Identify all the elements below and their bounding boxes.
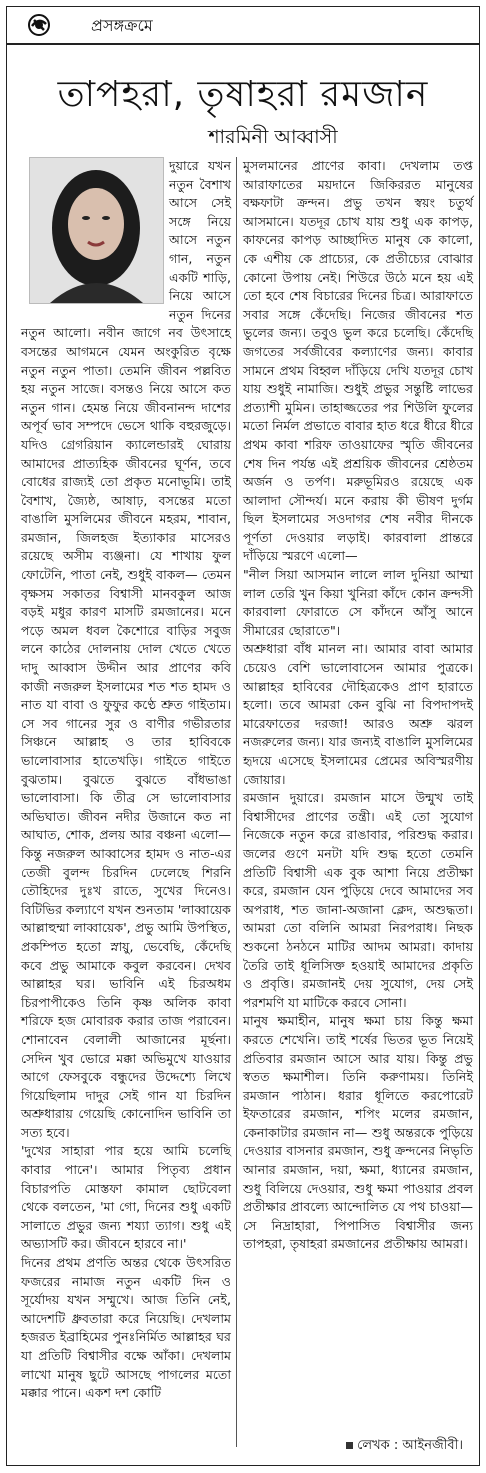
byline xyxy=(346,1436,463,1457)
right-column xyxy=(243,157,473,1254)
section-label: প্রসঙ্গক্রমে xyxy=(91,16,153,35)
article-page xyxy=(6,6,480,1466)
section-header xyxy=(7,7,479,43)
right-paragraph-5: মানুষ ক্ষমাহীন, মানুষ ক্ষমা চায় কিন্তু ক্ষমা করতে শেখেনি। তাই শর্ষের ভিতর ভূত নিয়েই প্রতিবার রমজান আসে আর যায়। কিন্তু প্রভু স্বতত ক্ষমাশীল। তিনি করুণাময়। তিনিই রমজান পাঠান। ধরার ধূলিতে করপোরেট ইফতারের রমজান, শপিং মলের রমজান, কেনাকাটার রমজান না— শুধু অন্তরকে পুড়িয়ে দেওয়ার বাসনার রমজান, শুধু ক্রন্দনের নিভৃতি আনার রমজান, দয়া, ক্ষমা, ধ্যানের রমজান, শুধু বিলিয়ে দেওয়ার, শুধু ক্ষমা পাওয়ার প্রবল প্রতীক্ষার প্রাবল্যে আন্দোলিত যে পথ চাওয়া— সে নিদ্রাহারা, পিপাসিত বিশ্বাসীর জন্য তাপহরা, তৃষাহরা রমজানের প্রতীক্ষায় আমরা। xyxy=(243,1013,473,1252)
right-paragraph-4: রমজান দুয়ারে। রমজান মাসে উন্মুখ তাই বিশ্বাসীদের প্রাণের তন্ত্রী। এই তো সুযোগ নিজেকে নতুন করে রাঙাবার, পরিশুদ্ধ করার। জলের গুণে মনটা যদি শুদ্ধ হতো তেমনি প্রতিটি বিশ্বাসী এক বুক আশা নিয়ে প্রতীক্ষা করে, রমজান যেন পুড়িয়ে দেবে আমাদের সব অপরাধ, শত জানা-অজানা ক্লেদ, অশুদ্ধতা। আমরা তো বলিনি আমরা নিরপরাধ। নিছক শুকনো ঠনঠনে মাটির আদম আমরা। কাদায় তৈরি তাই ধূলিসিক্ত হওয়াই আমাদের প্রকৃতি ও প্রবৃত্তি। রমজানই দেয় সুযোগ, দেয় সেই পরশমণি যা মাটিকে করবে সোনা। xyxy=(243,790,473,1010)
left-paragraph-3: দিনের প্রথম প্রণতি অন্তর থেকে উৎসরিত ফজরের নামাজ নতুন একটি দিন ও সূর্যোদয় যখন সম্মুখে। আজ তিনি নেই, আদেশটি ধ্রুবতারা করে নিয়েছি। দেখলাম হজরত ইব্রাহিমের পুনঃনির্মিত আল্লাহর ঘর যা প্রতিটি বিশ্বাসীর বক্ষে আঁকা। দেখলাম লাখো মানুষ ছুটে আসছে পাগলের মতো মক্কার পানে। একশ দশ কোটি xyxy=(21,1255,231,1401)
article-author: শারমিনী আব্বাসী xyxy=(208,126,338,148)
right-paragraph-2: "নীল সিয়া আসমান লালে লাল দুনিয়া আম্মা লাল তেরি খুন কিয়া খুনিরা কাঁদে কোন ক্রন্দসী কারবালা ফোরাতে সে কাঁদনে আঁসু আনে সীমারের ছোরাতে"। xyxy=(243,567,473,638)
byline-square-icon xyxy=(346,1442,353,1449)
section-logo-icon xyxy=(27,13,51,37)
left-paragraph-2: 'দুখের সাহারা পার হয়ে আমি চলেছি কাবার পানে'। আমার পিতৃব্য প্রধান বিচারপতি মোস্তফা কামাল ছোটবেলা থেকে বলতেন, 'মা গো, দিনের শুধু একটি সালাতে প্রভুর জন্য শয্যা ত্যাগ। শুধু এই অভ্যাসটি কর। জীবনে হারবে না।' xyxy=(21,1143,231,1252)
column-divider xyxy=(236,157,237,1447)
left-paragraph-1: দুয়ারে যখন নতুন বৈশাখ আসে সেই সঙ্গে নিয়ে আসে নতুন গান, নতুন একটি শাড়ি, নিয়ে আসে নতুন দিনের নতুন আলো। নবীন জাগে নব উৎসাহে বসন্তের আগমনে যেমন অংকুরিত বৃক্ষে নতুন নতুন পাতা। তেমনি জীবন পল্লবিত হয় নতুন সাজে। বসন্তও নিয়ে আসে কত নতুন গান। হেমন্ত নিয়ে জীবনানন্দ দাশের অপূর্ব ভাব সম্পদে ভেসে থাকি বহুরজুড়ে। যদিও গ্রেগরিয়ান ক্যালেন্ডারই ঘোরায় আমাদের প্রাত্যহিক জীবনের ঘূর্ণন, তবে বোধের রাজ্যই তো প্রকৃত মনোভূমি। তাই বৈশাখ, জ্যৈষ্ঠ, আষাঢ়, বসন্তের মতো বাঙালি মুসলিমের জীবনে মহরম, শাবান, রমজান, জিলহজ ইত্যাকার মাসেরও রয়েছে অসীম ব্যঞ্জনা। যে শাখায় ফুল ফোটেনি, পাতা নেই, শুধুই বাকল— তেমন বৃক্ষসম সকাতর বিশ্বাসী মানবকুল আজ বড়ই মধুর কারণ মাসটি রমজানের। মনে পড়ে অমল ধবল কৈশোরে বাড়ির সবুজ লনে কাঠের দোলনায় দোল খেতে খেতে দাদু আব্বাস উদ্দীন আর প্রাণের কবি কাজী নজরুল ইসলামের শত শত হামদ ও নাত যা বাবা ও ফুফুর কণ্ঠে শ্রুত গাইতাম। সে সব গানের সুর ও বাণীর গভীরতার সিঞ্চনে আল্লাহ ও তার হাবিবকে ভালোবাসার হাতেখড়ি। গাইতে গাইতে বুঝতাম। বুঝতে বুঝতে বাঁধভাঙা ভালোবাসা। কি তীব্র সে ভালোবাসার অভিঘাত। জীবন নদীর উজানে কত না আঘাত, শোক, প্রলয় আর বঞ্চনা এলো— কিন্তু নজরুল আব্বাসের হামদ ও নাত-এর তেজী বুলন্দ চিরদিন ঢেলেছে শিরনি তৌহিদের দুঃখ রাতে, সুখের দিনেও। বিটিভির কল্যাণে যখন শুনতাম 'লাব্বায়েক আল্লাহুম্মা লাব্বায়েক', প্রভু আমি উপস্থিত, প্রকম্পিত হতো স্নায়ু, ভেবেছি, কেঁদেছি কবে প্রভু আমাকে কবুল করবেন। দেখব আল্লাহর ঘর। ভাবিনি এই চিরঅধম চিরপাপীকেও তিনি কৃষ্ণ অলিক কাবা শরিফে হজ মোবারক করার তাজ পরাবেন। শোনাবেন বেলালী আজানের মূর্ছনা। সেদিন খুব ভোরে মক্কা অভিমুখে যাওয়ার আগে ফেসবুকে বন্ধুদের উদ্দেশ্যে লিখে গিয়েছিলাম দাদুর সেই গান যা চিরদিন অশ্রুধারায় গেয়েছি কোনোদিন ভাবিনি তা সত্য হবে। xyxy=(21,158,231,1140)
byline-text: লেখক : আইনজীবী। xyxy=(357,1438,463,1453)
right-paragraph-3: অশ্রুধারা বাঁধ মানল না। আমার বাবা আমার চেয়েও বেশি ভালোবাসেন আমার পুত্রকে। আল্লাহর হাবিবের দৌহিত্রকেও প্রাণ হারাতে হলো। তবে আমরা কেন বুঝি না বিপদাপদই মারেফাতের দরজা! আরও অশ্রু ঝরল নজরুলের জন্য। যার জন্যই বাঙালি মুসলিমের হৃদয়ে এসেছে ইসলামের প্রেমের অবিস্মরণীয় জোয়ার। xyxy=(243,641,473,787)
article-title: তাপহরা, তৃষাহরা রমজান xyxy=(57,74,429,115)
right-paragraph-1: মুসলমানের প্রাণের কাবা। দেখলাম তপ্ত আরাফাতের ময়দানে জিকিররত মানুষের বক্ষফাটা ক্রন্দন। প্রভু তখন স্বয়ং চতুর্থ আসমানে। যতদূর চোখ যায় শুধু এক কাপড়, কাফনের কাপড় আচ্ছাদিত মানুষ কে কালো, কে এশীয় কে প্রাচ্যের, কে প্রতীচ্যের বোঝার কোনো উপায় নেই। শিউরে উঠে মনে হয় এই তো হবে শেষ বিচারের দিনের চিত্র। আরাফাতে সবার সঙ্গে কেঁদেছি। নিজের জীবনের শত ভুলের জন্য। তবুও ভুল করে চলেছি। কেঁদেছি জগতের সর্বজীবের কল্যাণের জন্য। কাবার সামনে প্রথম বিহ্বল দাঁড়িয়ে দেখি যতদূর চোখ যায় শুধুই নামাজি। শুধুই প্রভুর সন্তুষ্টি লাভের প্রত্যাশী মুমিন। তাহাজ্জতের পর শিউলি ফুলের মতো নির্মল প্রভাতে বাবার হাত ধরে ধীরে ধীরে প্রথম কাবা শরিফ তাওয়াফের স্মৃতি জীবনের শেষ দিন পর্যন্ত এই প্রশ্রয়িক জীবনের শ্রেষ্ঠতম অর্জন ও তর্পণ। মরুভূমিরও রয়েছে এক আলাদা সৌন্দর্য। মনে করায় কী ভীষণ দুর্গম ছিল ইসলামের সওদাগর শেষ নবীর দীনকে পূর্ণতা দেওয়ার লড়াই। কারবালা প্রান্তরে দাঁড়িয়ে স্মরণে এলো— xyxy=(243,158,473,564)
header-divider xyxy=(7,43,479,45)
left-column xyxy=(21,157,231,1403)
